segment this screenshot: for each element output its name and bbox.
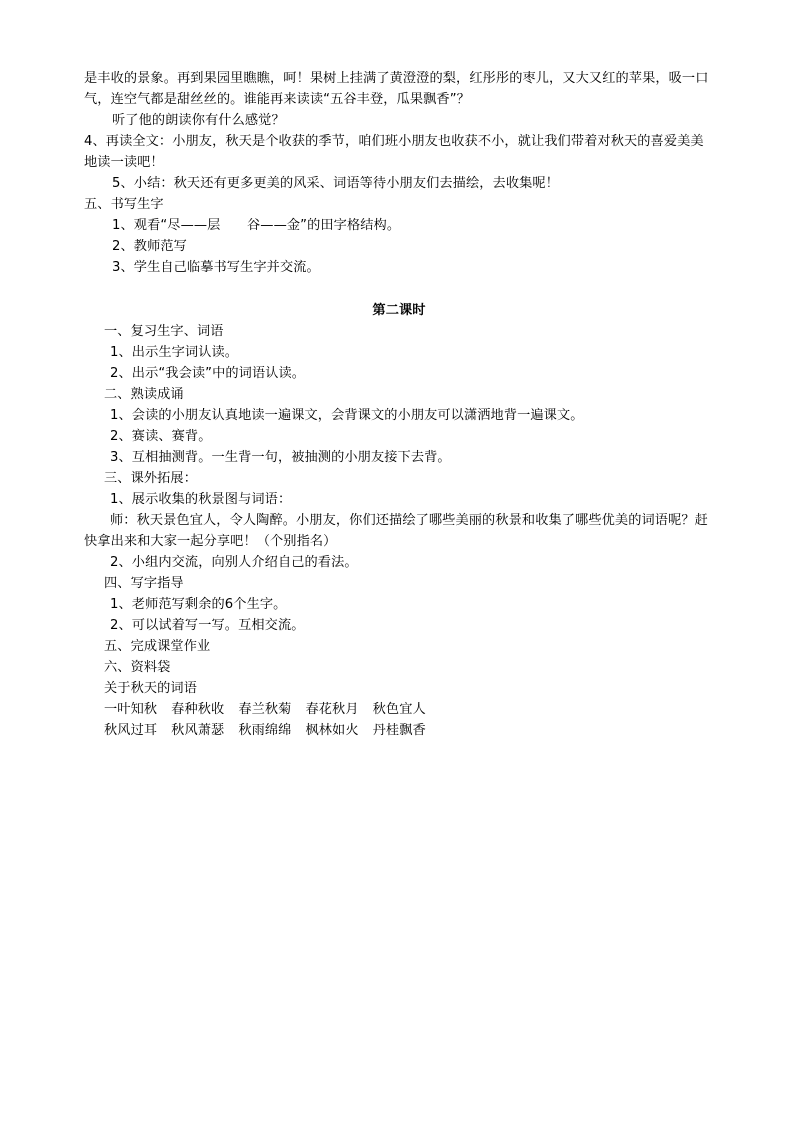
paragraph-feeling: 听了他的朗读你有什么感觉？ (112, 113, 285, 128)
word-item: 秋雨绵绵 (238, 723, 292, 738)
section-heading-homework: 五、完成课堂作业 (104, 639, 211, 654)
recite-step-2: 2、赛读、赛背。 (110, 429, 212, 444)
write-step-3: 3、学生自己临摹书写生字并交流。 (112, 260, 320, 275)
word-item: 春兰秋菊 (238, 702, 292, 717)
recite-step-1: 1、会读的小朋友认真地读一遍课文，会背课文的小朋友可以潇洒地背一遍课文。 (110, 408, 584, 423)
writing-guide-step-1: 1、老师范写剩余的6个生字。 (110, 597, 287, 612)
section-heading-extension: 三、课外拓展： (104, 471, 198, 486)
step-reread: 4、再读全文：小朋友，秋天是个收获的季节，咱们班小朋友也收获不小，就让我们带着对秋天的喜爱美美地读一读吧！ (84, 134, 704, 170)
recite-step-3: 3、互相抽测背。一生背一句，被抽测的小朋友接下去背。 (110, 450, 451, 465)
autumn-words-title: 关于秋天的词语 (104, 681, 198, 696)
extension-step-1: 1、展示收集的秋景图与词语： (110, 492, 292, 507)
word-item: 丹桂飘香 (372, 723, 426, 738)
teacher-speech: 师：秋天景色宜人，令人陶醉。小朋友，你们还描绘了哪些美丽的秋景和收集了哪些优美的词语呢？赶快拿出来和大家一起分享吧！（个别指名） (84, 513, 708, 549)
write-step-2: 2、教师范写 (112, 239, 187, 254)
section-heading-review: 一、复习生字、词语 (104, 324, 224, 339)
section-heading-recite: 二、熟读成诵 (104, 387, 184, 402)
document-page (84, 68, 714, 741)
lesson-title: 第二课时 (372, 303, 426, 318)
section-heading-write: 五、书写生字 (84, 197, 164, 212)
writing-guide-step-2: 2、可以试着写一写。互相交流。 (110, 618, 305, 633)
word-item: 一叶知秋 (104, 702, 158, 717)
word-item: 春种秋收 (171, 702, 225, 717)
review-step-1: 1、出示生字词认读。 (110, 345, 239, 360)
word-item: 秋风过耳 (104, 723, 158, 738)
review-step-2: 2、出示“我会读”中的词语认读。 (110, 366, 306, 381)
step-summary: 5、小结：秋天还有更多更美的风采、词语等待小朋友们去描绘，去收集呢！ (112, 176, 559, 191)
section-heading-resources: 六、资料袋 (104, 660, 171, 675)
word-item: 秋风萧瑟 (171, 723, 225, 738)
paragraph-harvest: 是丰收的景象。再到果园里瞧瞧，呵！果树上挂满了黄澄澄的梨，红彤彤的枣儿，又大又红的苹果，吸一口气，连空气都是甜丝丝的。谁能再来读读“五谷丰登，瓜果飘香”？ (84, 71, 709, 107)
extension-step-2: 2、小组内交流，向别人介绍自己的看法。 (110, 555, 358, 570)
autumn-words-row-2 (84, 720, 714, 741)
word-item: 春花秋月 (305, 702, 359, 717)
word-item: 秋色宜人 (372, 702, 426, 717)
autumn-words-row-1 (84, 699, 714, 720)
section-heading-writing-guide: 四、写字指导 (104, 576, 184, 591)
write-step-1: 1、观看“尽——层 谷——金”的田字格结构。 (112, 218, 401, 233)
word-item: 枫林如火 (305, 723, 359, 738)
